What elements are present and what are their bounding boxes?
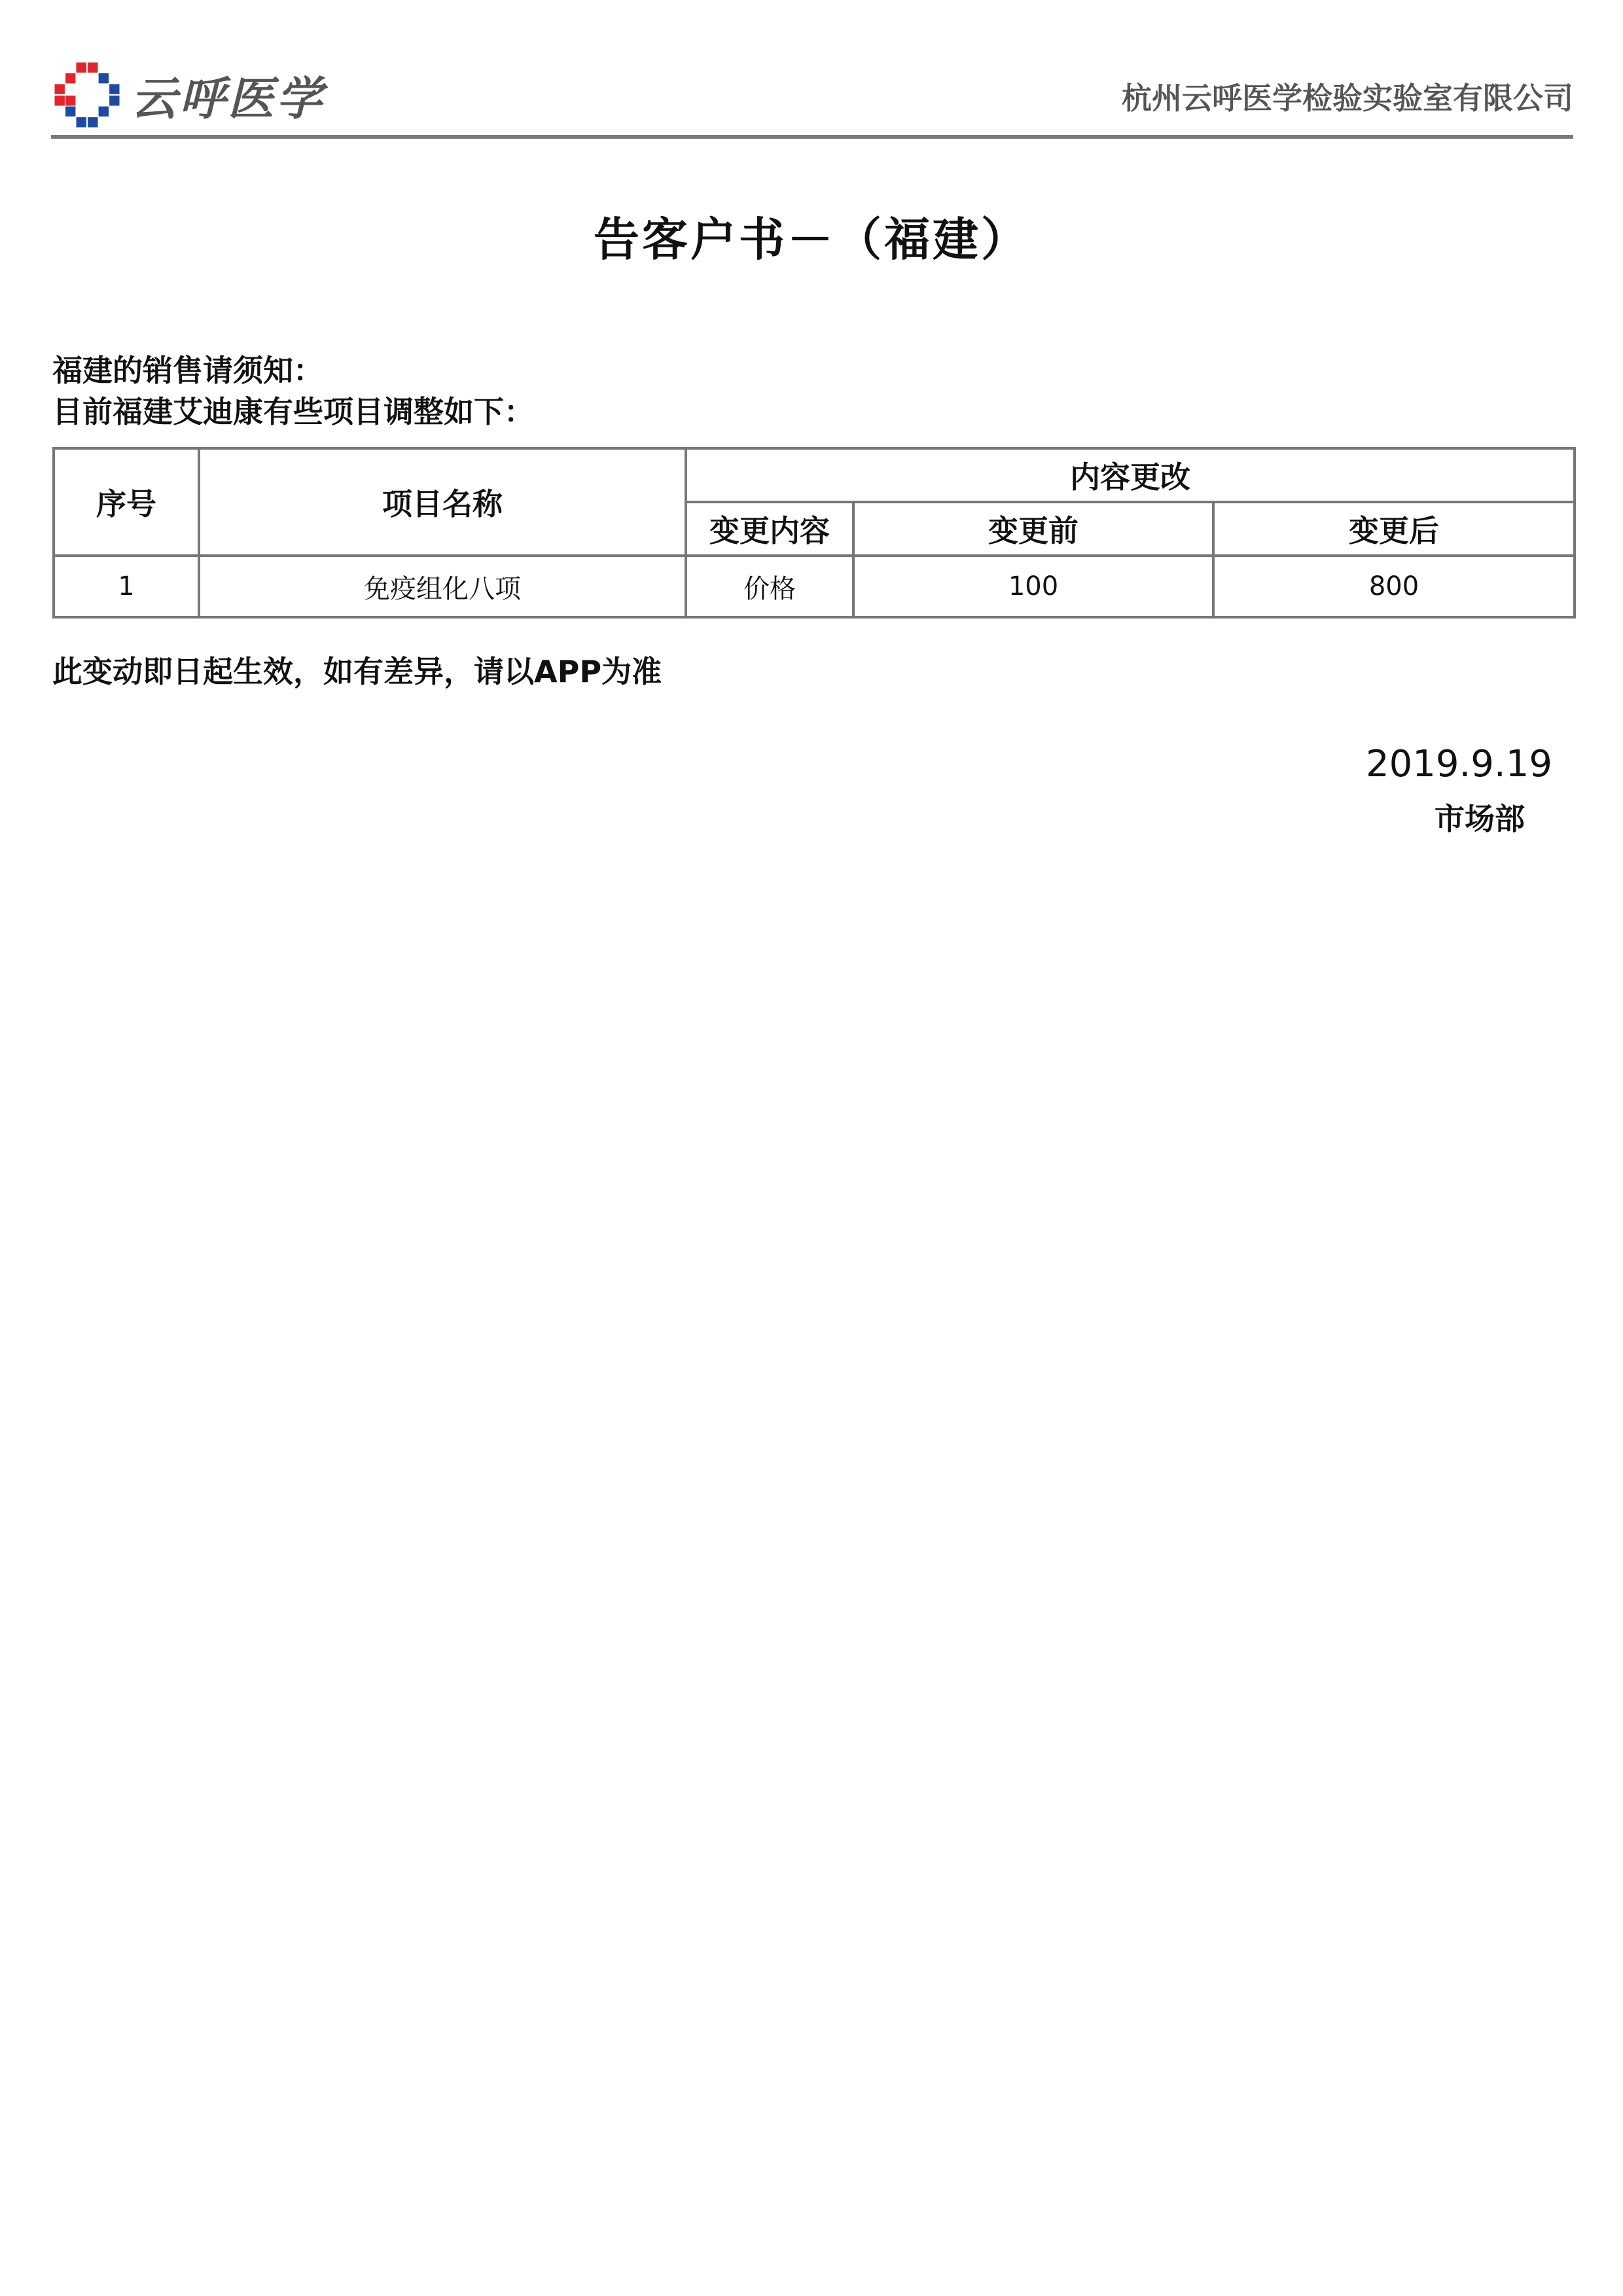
cell-change-field: 价格: [686, 556, 853, 617]
header-item-name: 项目名称: [199, 448, 686, 556]
table-row: [54, 556, 1575, 617]
company-logo: [51, 59, 325, 131]
signature-date: 2019.9.19: [1365, 743, 1552, 785]
header-change-field: 变更内容: [686, 502, 853, 556]
logo-text: 云呼医学: [131, 71, 325, 126]
header-after: 变更后: [1213, 502, 1575, 556]
logo-cross-icon: [51, 59, 123, 131]
change-table: [52, 447, 1576, 619]
header-change-group: 内容更改: [686, 448, 1575, 502]
effective-notice: 此变动即日起生效，如有差异，请以APP为准: [52, 654, 662, 689]
page-header: [51, 52, 1573, 137]
cell-index: 1: [54, 556, 199, 617]
table-header-row-1: [54, 448, 1575, 502]
document-title: 告客户书－（福建）: [594, 213, 1029, 266]
company-name: 杭州云呼医学检验实验室有限公司: [1122, 81, 1573, 116]
intro-line-1: 福建的销售请须知：: [52, 353, 323, 388]
cell-before: 100: [853, 556, 1213, 617]
header-before: 变更前: [853, 502, 1213, 556]
cell-item-name: 免疫组化八项: [199, 556, 686, 617]
intro-line-2: 目前福建艾迪康有些项目调整如下：: [52, 394, 534, 429]
header-divider: [51, 135, 1573, 139]
cell-after: 800: [1213, 556, 1575, 617]
signature-department: 市场部: [1435, 801, 1525, 836]
header-index: 序号: [54, 448, 199, 556]
